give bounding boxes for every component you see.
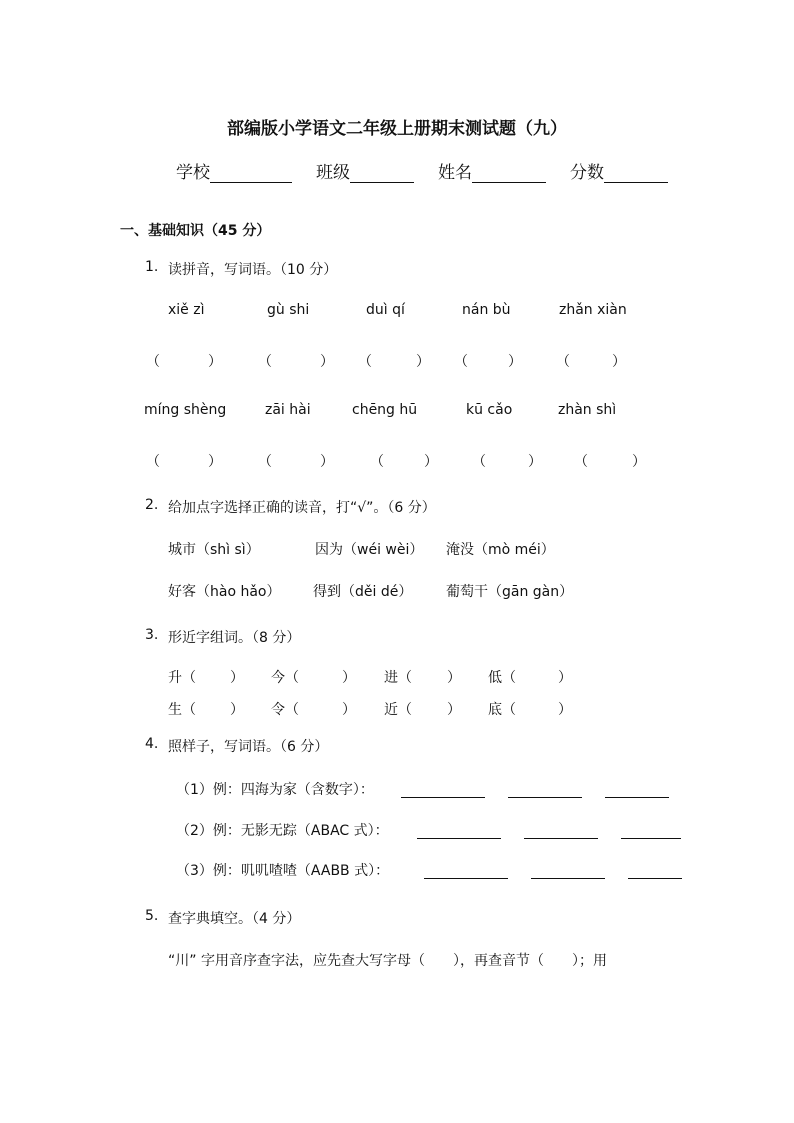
example-item [176,820,389,840]
answer-paren-close: ） [632,454,646,470]
question-number: 1. [145,259,159,275]
answer-paren-close: ） [447,702,461,718]
word-group-item: 令（ [271,702,299,718]
reading-choice: 城市（shì sì） [168,542,260,558]
answer-line[interactable] [424,864,508,879]
page-title: 部编版小学语文二年级上册期末测试题（九） [227,119,567,139]
answer-lines [417,820,681,839]
question-number: 4. [145,736,159,752]
reading-choice: 葡萄干（gān gàn） [446,584,574,600]
pinyin: chēng hū [352,402,418,418]
word-group-item: 近（ [384,702,412,718]
answer-paren-open: （ [370,454,384,470]
info-label: 班级 [316,163,350,183]
example-item [176,779,374,799]
school-blank[interactable] [210,164,292,183]
answer-paren-open: （ [146,354,160,370]
answer-paren-close: ） [558,702,572,718]
info-score [570,158,668,183]
answer-paren-close: ） [320,454,334,470]
answer-paren-open: （ [556,354,570,370]
pinyin: gù shi [267,302,310,318]
info-label: 学校 [176,163,210,183]
answer-line[interactable] [531,864,605,879]
reading-choice: 因为（wéi wèi） [315,542,424,558]
answer-paren-close: ） [424,454,438,470]
answer-lines [401,779,669,798]
example-text: （1）例：四海为家（含数字）： [176,782,374,798]
answer-line[interactable] [417,824,501,839]
answer-paren-close: ） [342,670,356,686]
word-group-item: 底（ [488,702,516,718]
answer-line[interactable] [508,783,582,798]
info-name [438,158,546,183]
example-item [176,860,389,880]
reading-choice: 得到（děi dé） [313,584,413,600]
question-text: 形近字组词。（8 分） [168,630,301,646]
question-text: 读拼音，写词语。（10 分） [168,262,338,278]
answer-paren-close: ） [528,454,542,470]
pinyin: nán bù [462,302,511,318]
answer-paren-open: （ [258,454,272,470]
answer-paren-close: ） [612,354,626,370]
answer-paren-open: （ [146,454,160,470]
question-body: “川” 字用音序查字法，应先查大写字母（ ），再查音节（ ）；用 [168,953,607,969]
answer-paren-open: （ [472,454,486,470]
answer-paren-close: ） [208,454,222,470]
answer-line[interactable] [621,824,681,839]
info-school [176,158,292,183]
answer-paren-open: （ [358,354,372,370]
example-text: （3）例：叽叽喳喳（AABB 式）： [176,863,390,879]
answer-paren-close: ） [416,354,430,370]
name-blank[interactable] [472,164,546,183]
answer-paren-open: （ [258,354,272,370]
answer-paren-close: ） [230,702,244,718]
answer-paren-close: ） [447,670,461,686]
answer-line[interactable] [524,824,598,839]
answer-paren-close: ） [320,354,334,370]
answer-paren-close: ） [558,670,572,686]
answer-paren-close: ） [342,702,356,718]
answer-line[interactable] [628,864,682,879]
answer-paren-open: （ [574,454,588,470]
info-label: 姓名 [438,163,472,183]
reading-choice: 淹没（mò méi） [446,542,555,558]
pinyin: duì qí [366,302,405,318]
pinyin: xiě zì [168,302,205,318]
answer-paren-close: ） [230,670,244,686]
answer-paren-open: （ [454,354,468,370]
word-group-item: 低（ [488,670,516,686]
question-number: 3. [145,627,159,643]
reading-choice: 好客（hào hǎo） [168,584,281,600]
pinyin: míng shèng [144,402,227,418]
pinyin: kū cǎo [466,402,513,418]
question-text: 查字典填空。（4 分） [168,911,301,927]
question-number: 5. [145,908,159,924]
word-group-item: 生（ [168,702,196,718]
question-text: 给加点字选择正确的读音，打“√”。（6 分） [168,500,436,516]
answer-line[interactable] [401,783,485,798]
info-class [316,158,414,183]
pinyin: zāi hài [265,402,311,418]
info-label: 分数 [570,163,604,183]
word-group-item: 进（ [384,670,412,686]
score-blank[interactable] [604,164,668,183]
pinyin: zhàn shì [558,402,617,418]
question-text: 照样子，写词语。（6 分） [168,739,329,755]
section-heading: 一、基础知识（45 分） [120,223,271,239]
answer-paren-close: ） [208,354,222,370]
answer-paren-close: ） [508,354,522,370]
question-number: 2. [145,497,159,513]
answer-lines [424,860,682,879]
word-group-item: 升（ [168,670,196,686]
pinyin: zhǎn xiàn [559,302,627,318]
word-group-item: 今（ [271,670,299,686]
class-blank[interactable] [350,164,414,183]
answer-line[interactable] [605,783,669,798]
example-text: （2）例：无影无踪（ABAC 式）： [176,823,389,839]
